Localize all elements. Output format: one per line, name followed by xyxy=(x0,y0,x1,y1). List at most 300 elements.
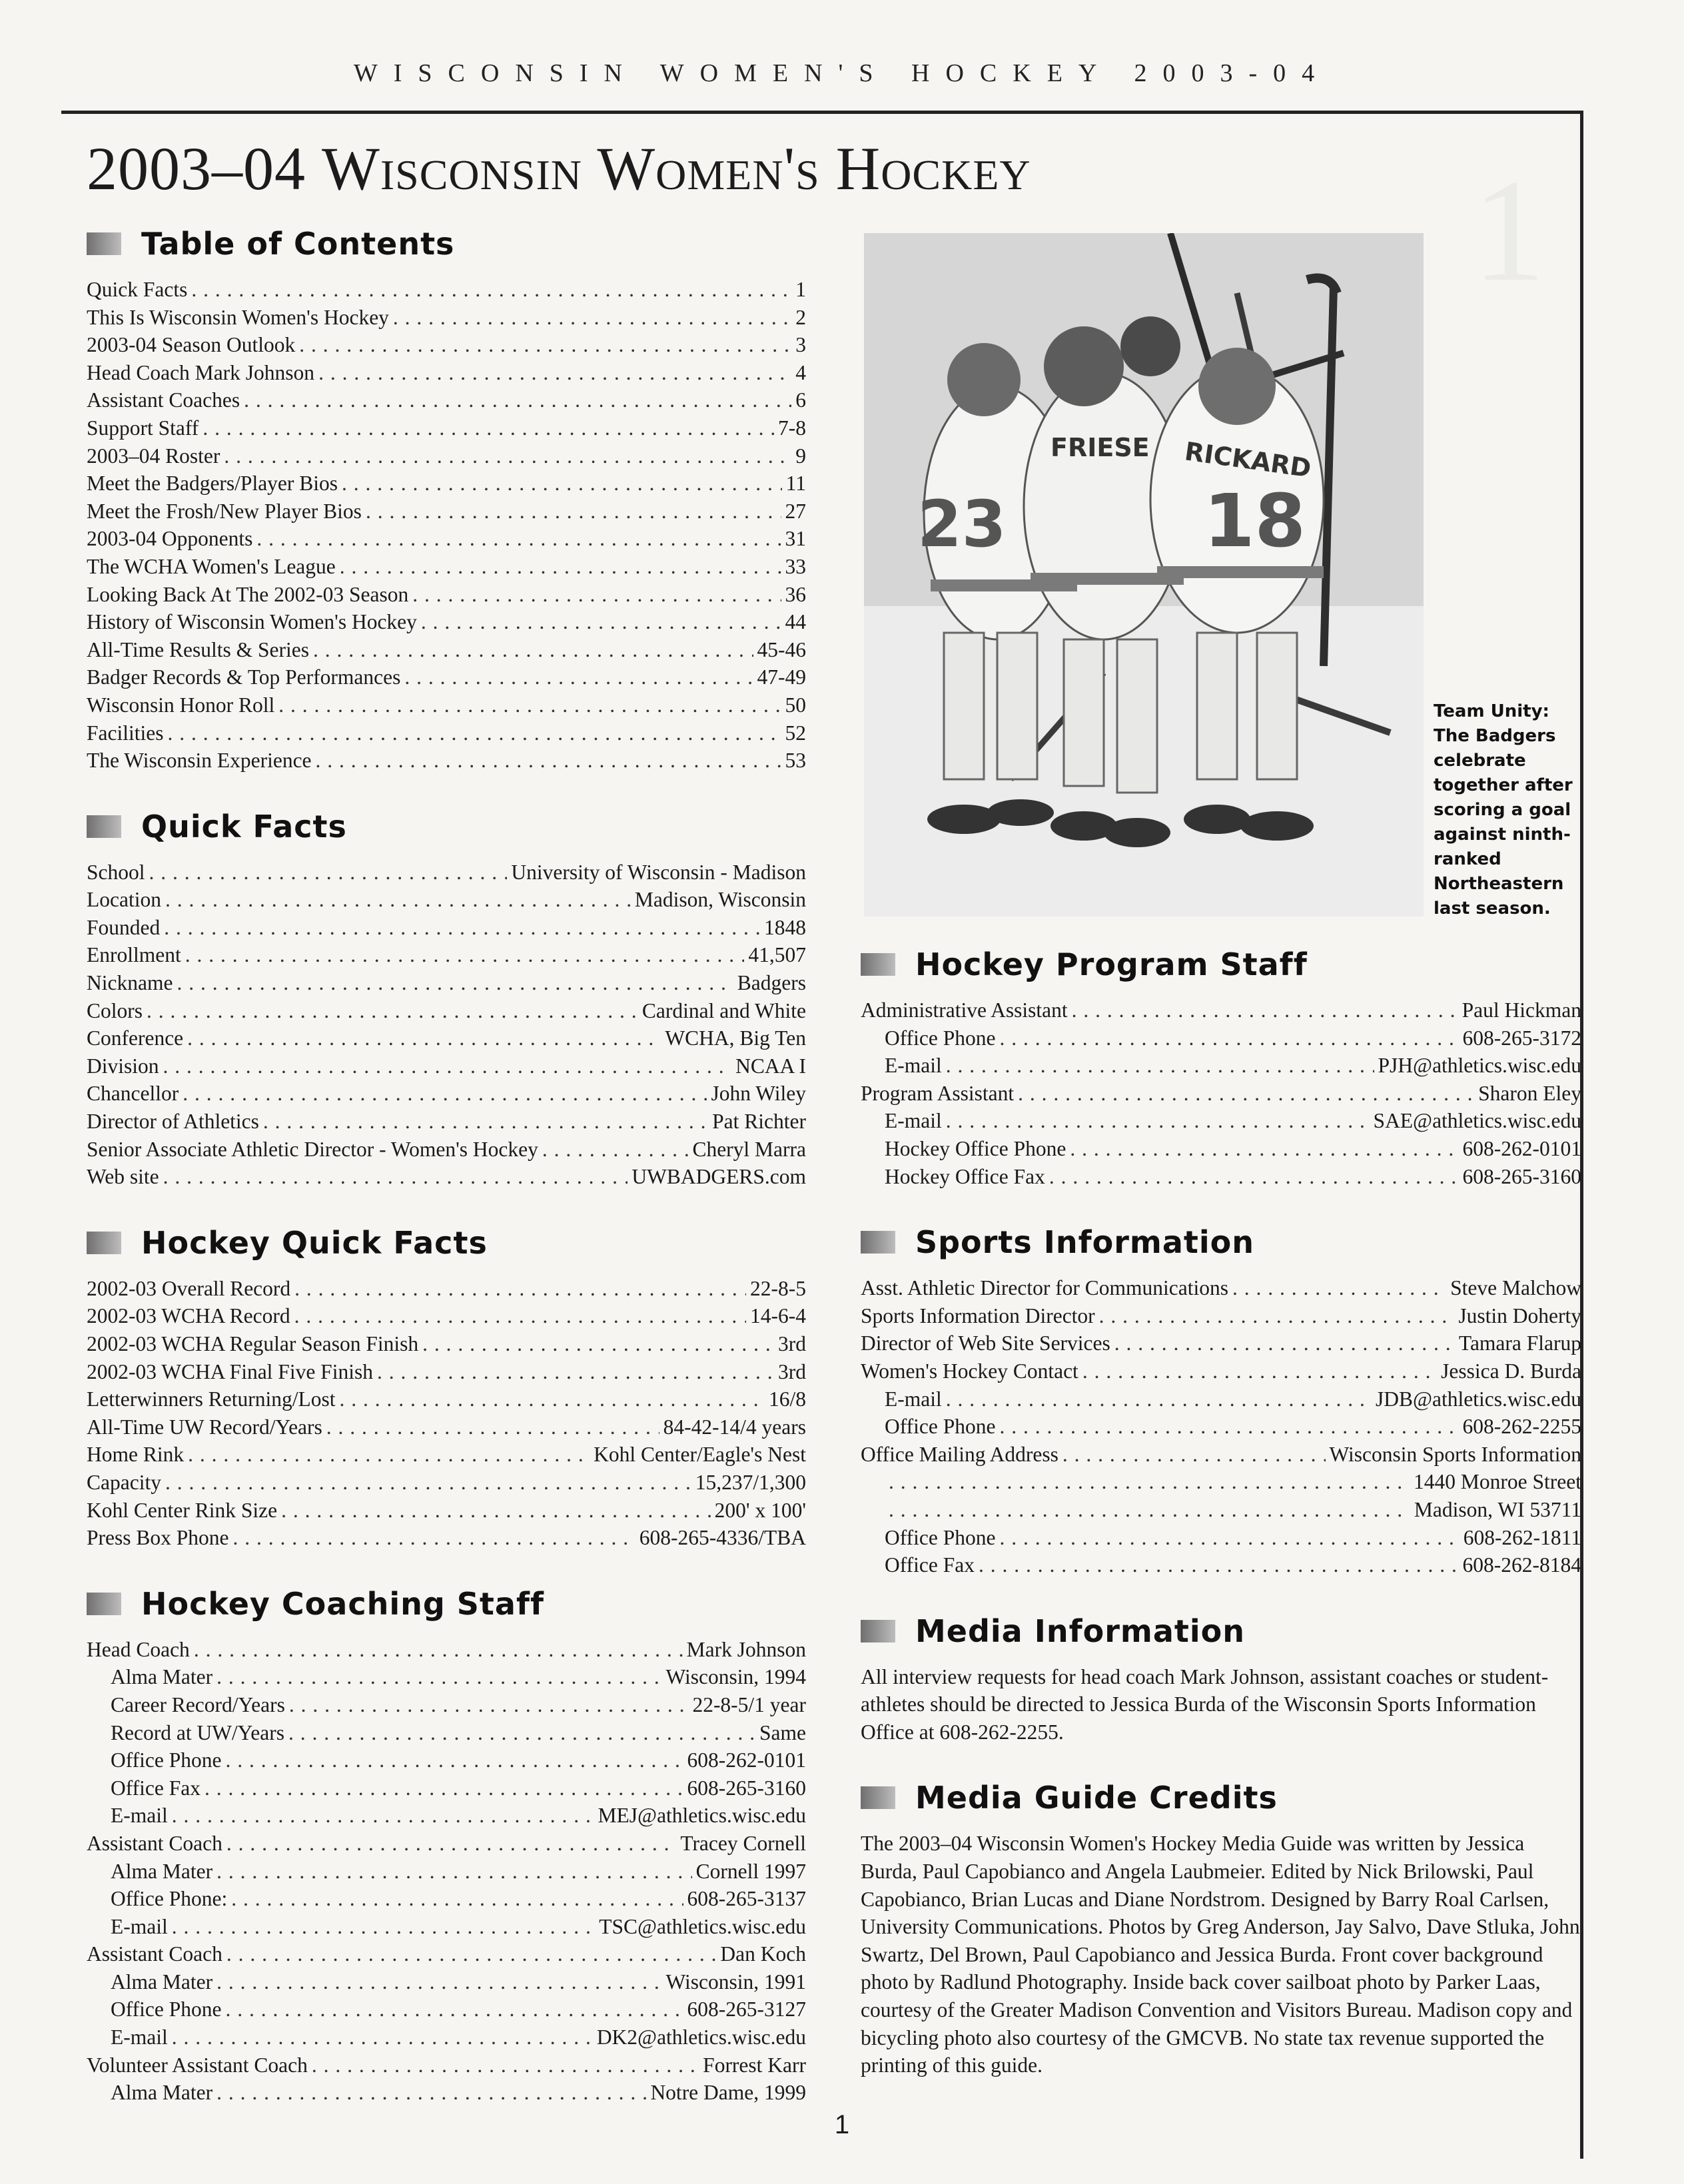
fact-label: Conference xyxy=(87,1026,184,1050)
fact-value: 608-265-3160 xyxy=(687,1776,806,1800)
fact-row xyxy=(87,969,806,997)
fact-row xyxy=(861,1441,1581,1469)
dot-leader xyxy=(412,581,781,609)
fact-value: Wisconsin, 1994 xyxy=(665,1665,806,1689)
fact-value: 1440 Monroe Street xyxy=(1414,1470,1581,1494)
fact-row xyxy=(861,1135,1581,1163)
toc-heading xyxy=(87,224,806,264)
toc-list xyxy=(87,276,806,775)
fact-row xyxy=(87,1136,806,1164)
dot-leader xyxy=(163,1052,732,1080)
quick-facts-section xyxy=(87,807,806,1191)
dot-leader xyxy=(167,719,781,747)
running-header: WISCONSIN WOMEN'S HOCKEY 2003-04 xyxy=(353,59,1331,87)
fact-value: Badgers xyxy=(737,971,806,995)
program-staff-heading xyxy=(861,944,1581,984)
dot-leader xyxy=(404,663,753,691)
fact-label: Capacity xyxy=(87,1470,161,1494)
toc-entry-label: Assistant Coaches xyxy=(87,388,240,412)
dot-leader xyxy=(226,1830,676,1858)
section-marker-icon xyxy=(87,232,121,255)
fact-value: Pat Richter xyxy=(712,1110,806,1134)
fact-value: Tracey Cornell xyxy=(680,1831,806,1855)
fact-row xyxy=(861,1107,1581,1135)
toc-entry xyxy=(87,581,806,609)
fact-value: UWBADGERS.com xyxy=(632,1165,806,1189)
fact-value: Justin Doherty xyxy=(1458,1303,1581,1327)
fact-label: School xyxy=(87,860,145,884)
jersey-number-18: 18 xyxy=(1204,478,1306,563)
toc-entry xyxy=(87,304,806,332)
photo-caption: Team Unity: The Badgers celebrate together after scoring a goal against ninth-ranked Northeastern last season. xyxy=(1434,701,1573,918)
media-guide-credits-heading-text: Media Guide Credits xyxy=(915,1780,1278,1816)
toc-entry xyxy=(87,359,806,387)
dot-leader xyxy=(393,304,791,332)
dot-leader xyxy=(312,2051,699,2079)
fact-value: 22-8-5/1 year xyxy=(692,1692,806,1716)
fact-label: Founded xyxy=(87,915,161,939)
fact-row xyxy=(87,1080,806,1108)
fact-label: Senior Associate Athletic Director - Women's Hockey xyxy=(87,1137,538,1161)
quick-facts-list xyxy=(87,859,806,1191)
fact-row xyxy=(861,996,1581,1024)
dot-leader xyxy=(946,1385,1372,1413)
toc-entry-page: 52 xyxy=(785,721,806,745)
fact-row xyxy=(87,1330,806,1358)
fact-label: Enrollment xyxy=(87,943,181,967)
page-number: 1 xyxy=(834,2110,850,2139)
fact-label: E-mail xyxy=(885,1387,942,1411)
media-guide-credits-heading xyxy=(861,1778,1581,1818)
toc-entry xyxy=(87,525,806,553)
fact-value: JDB@athletics.wisc.edu xyxy=(1376,1387,1581,1411)
dot-leader xyxy=(183,1080,707,1108)
fact-label: Alma Mater xyxy=(111,1665,213,1689)
fact-row xyxy=(861,1496,1581,1524)
dot-leader xyxy=(366,498,781,526)
section-marker-icon xyxy=(87,1593,121,1615)
fact-row xyxy=(87,1830,806,1858)
fact-label: Hockey Office Phone xyxy=(885,1136,1066,1160)
toc-entry-page: 2 xyxy=(795,305,806,329)
dot-leader xyxy=(1062,1441,1326,1469)
fact-value: 15,237/1,300 xyxy=(695,1470,806,1494)
fact-label: 2002-03 WCHA Record xyxy=(87,1304,290,1328)
fact-label: Office Phone xyxy=(885,1415,996,1439)
fact-row xyxy=(87,941,806,969)
toc-entry xyxy=(87,331,806,359)
dot-leader xyxy=(318,359,791,387)
fact-value: 14-6-4 xyxy=(750,1304,806,1328)
fact-row xyxy=(87,1302,806,1330)
toc-entry xyxy=(87,498,806,526)
fact-label: E-mail xyxy=(111,1804,168,1828)
sports-information-heading xyxy=(861,1222,1581,1262)
fact-value: SAE@athletics.wisc.edu xyxy=(1373,1109,1581,1133)
fact-value: Cornell 1997 xyxy=(695,1859,806,1883)
dot-leader xyxy=(216,1858,692,1886)
dot-leader xyxy=(185,941,745,969)
toc-entry-label: Looking Back At The 2002-03 Season xyxy=(87,582,409,606)
dot-leader xyxy=(1072,996,1458,1024)
fact-label: Assistant Coach xyxy=(87,1942,222,1966)
dot-leader xyxy=(226,1940,717,1968)
dot-leader xyxy=(233,1524,635,1552)
fact-value: 608-262-0101 xyxy=(1462,1136,1581,1160)
toc-entry-label: Meet the Frosh/New Player Bios xyxy=(87,499,362,523)
fact-row xyxy=(87,859,806,887)
fact-value: Madison, WI 53711 xyxy=(1414,1497,1581,1521)
section-marker-icon xyxy=(861,953,895,976)
toc-entry-label: 2003-04 Opponents xyxy=(87,527,253,551)
quick-facts-heading xyxy=(87,807,806,847)
dot-leader xyxy=(172,2023,593,2051)
fact-label: Web site xyxy=(87,1165,159,1189)
dot-leader xyxy=(542,1136,689,1164)
fact-label: Director of Web Site Services xyxy=(861,1331,1110,1355)
sports-information-heading-text: Sports Information xyxy=(915,1224,1254,1261)
fact-value: Paul Hickman xyxy=(1462,998,1581,1022)
team-celebration-photo xyxy=(864,233,1424,916)
dot-leader xyxy=(294,1275,746,1303)
fact-row xyxy=(87,1358,806,1386)
page-title xyxy=(87,133,1031,204)
toc-entry xyxy=(87,470,806,498)
toc-entry xyxy=(87,386,806,414)
dot-leader xyxy=(203,414,774,442)
fact-value: WCHA, Big Ten xyxy=(665,1026,806,1050)
fact-label: E-mail xyxy=(885,1109,942,1133)
fact-row xyxy=(861,1163,1581,1191)
fact-row xyxy=(861,1468,1581,1496)
fact-row xyxy=(87,1774,806,1802)
fact-row xyxy=(861,1274,1581,1302)
fact-value: DK2@athletics.wisc.edu xyxy=(596,2025,806,2049)
dot-leader xyxy=(422,1330,774,1358)
dot-leader xyxy=(1114,1329,1455,1357)
toc-entry-page: 33 xyxy=(785,554,806,578)
fact-value: 200' x 100' xyxy=(714,1498,806,1522)
fact-row xyxy=(87,1275,806,1303)
fact-row xyxy=(87,1441,806,1469)
dot-leader xyxy=(313,636,753,664)
dot-leader xyxy=(172,1802,594,1830)
fact-label: Kohl Center Rink Size xyxy=(87,1498,278,1522)
fact-row xyxy=(87,2023,806,2051)
toc-entry-label: All-Time Results & Series xyxy=(87,637,309,661)
jersey-number-23: 23 xyxy=(917,487,1007,561)
section-marker-icon xyxy=(87,815,121,838)
fact-value: TSC@athletics.wisc.edu xyxy=(599,1914,806,1938)
toc-entry xyxy=(87,276,806,304)
fact-label: Program Assistant xyxy=(861,1081,1015,1105)
fact-label: Administrative Assistant xyxy=(861,998,1068,1022)
toc-entry-page: 36 xyxy=(785,582,806,606)
toc-entry-page: 4 xyxy=(795,360,806,384)
fact-label: Assistant Coach xyxy=(87,1831,222,1855)
fact-label: All-Time UW Record/Years xyxy=(87,1415,322,1439)
jersey-name-rickard: RICKARD xyxy=(1182,436,1313,484)
fact-row xyxy=(87,1497,806,1525)
dot-leader xyxy=(191,276,791,304)
fact-row xyxy=(87,914,806,942)
toc-entry-page: 31 xyxy=(785,527,806,551)
fact-row xyxy=(87,886,806,914)
fact-row xyxy=(87,1996,806,2023)
fact-value: Notre Dame, 1999 xyxy=(650,2081,806,2105)
right-column xyxy=(861,944,1581,2111)
toc-entry-page: 44 xyxy=(785,610,806,634)
fact-value: 22-8-5 xyxy=(750,1276,806,1300)
fact-row xyxy=(861,1524,1581,1552)
fact-value: Dan Koch xyxy=(720,1942,806,1966)
dot-leader xyxy=(216,1663,661,1691)
fact-label: 2002-03 Overall Record xyxy=(87,1276,291,1300)
section-marker-icon xyxy=(87,1232,121,1254)
toc-entry xyxy=(87,663,806,691)
fact-row xyxy=(861,1551,1581,1579)
hockey-quick-facts-heading-text: Hockey Quick Facts xyxy=(141,1224,488,1261)
left-column xyxy=(87,224,806,2139)
fact-label: Career Record/Years xyxy=(111,1692,285,1716)
hockey-quick-facts-list xyxy=(87,1275,806,1552)
coaching-staff-section xyxy=(87,1584,806,2107)
fact-label: Nickname xyxy=(87,971,173,995)
dot-leader xyxy=(1000,1024,1459,1052)
dot-leader xyxy=(1049,1163,1459,1191)
fact-label: Location xyxy=(87,888,161,912)
section-marker-icon xyxy=(861,1231,895,1254)
dot-leader xyxy=(889,1496,1410,1524)
dot-leader xyxy=(342,470,782,498)
coaching-staff-heading-text: Hockey Coaching Staff xyxy=(141,1585,544,1622)
fact-label: Alma Mater xyxy=(111,1970,213,1994)
title-text: Wisconsin Women's Hockey xyxy=(322,135,1031,202)
fact-label: Home Rink xyxy=(87,1443,185,1467)
toc-entry-label: Support Staff xyxy=(87,416,199,440)
toc-entry-page: 3 xyxy=(795,333,806,357)
fact-label: Volunteer Assistant Coach xyxy=(87,2053,308,2077)
toc-entry-page: 53 xyxy=(785,749,806,773)
fact-row xyxy=(861,1080,1581,1108)
fact-row xyxy=(87,1163,806,1191)
dot-leader xyxy=(1000,1524,1460,1552)
fact-row xyxy=(861,1413,1581,1441)
fact-label: Office Phone xyxy=(885,1026,996,1050)
dot-leader xyxy=(326,1413,659,1441)
dot-leader xyxy=(164,914,760,942)
toc-entry-page: 7-8 xyxy=(778,416,806,440)
fact-label: Office Phone: xyxy=(111,1887,228,1911)
media-guide-credits-section xyxy=(861,1778,1581,2079)
dot-leader xyxy=(172,1913,596,1941)
dot-leader xyxy=(244,386,791,414)
fact-value: Wisconsin, 1991 xyxy=(665,1970,806,1994)
dot-leader xyxy=(316,747,781,775)
fact-value: NCAA I xyxy=(735,1054,806,1078)
toc-entry-page: 45-46 xyxy=(757,637,806,661)
toc-section xyxy=(87,224,806,775)
toc-entry-label: Head Coach Mark Johnson xyxy=(87,360,315,384)
fact-value: 84-42-14/4 years xyxy=(663,1415,806,1439)
dot-leader xyxy=(1070,1135,1458,1163)
fact-row xyxy=(87,1913,806,1941)
toc-entry-label: 2003–04 Roster xyxy=(87,444,220,468)
fact-value: Steve Malchow xyxy=(1450,1276,1581,1300)
toc-entry xyxy=(87,608,806,636)
fact-label: Alma Mater xyxy=(111,1859,213,1883)
fact-row xyxy=(87,1052,806,1080)
toc-heading-text: Table of Contents xyxy=(141,226,455,262)
fact-value: 608-262-2255 xyxy=(1462,1415,1581,1439)
dot-leader xyxy=(205,1774,683,1802)
program-staff-list xyxy=(861,996,1581,1190)
fact-value: Wisconsin Sports Information xyxy=(1329,1442,1581,1466)
fact-label: Office Phone xyxy=(111,1998,222,2021)
media-information-heading xyxy=(861,1611,1581,1651)
fact-label: Office Phone xyxy=(111,1748,222,1772)
fact-row xyxy=(87,1524,806,1552)
dot-leader xyxy=(340,1385,765,1413)
dot-leader xyxy=(946,1052,1374,1080)
fact-value: Mark Johnson xyxy=(686,1637,806,1661)
fact-value: Madison, Wisconsin xyxy=(634,888,806,912)
fact-row xyxy=(87,1858,806,1886)
toc-entry xyxy=(87,442,806,470)
dot-leader xyxy=(165,886,631,914)
fact-label: Office Fax xyxy=(885,1553,975,1577)
fact-value: 608-262-1811 xyxy=(1463,1525,1581,1549)
toc-entry xyxy=(87,553,806,581)
toc-entry-label: Meet the Badgers/Player Bios xyxy=(87,472,338,496)
fact-row xyxy=(87,1885,806,1913)
dot-leader xyxy=(340,553,781,581)
fact-value: 608-262-8184 xyxy=(1462,1553,1581,1577)
fact-value: Kohl Center/Eagle's Nest xyxy=(594,1443,806,1467)
fact-label: Alma Mater xyxy=(111,2081,213,2105)
fact-label: Division xyxy=(87,1054,159,1078)
section-marker-icon xyxy=(861,1786,895,1809)
fact-label: E-mail xyxy=(111,2025,168,2049)
toc-entry xyxy=(87,747,806,775)
fact-label: Press Box Phone xyxy=(87,1526,229,1550)
fact-row xyxy=(861,1385,1581,1413)
fact-value: Cardinal and White xyxy=(641,998,806,1022)
fact-value: 16/8 xyxy=(768,1387,806,1411)
dot-leader xyxy=(177,969,733,997)
fact-row xyxy=(87,1636,806,1664)
fact-value: 608-262-0101 xyxy=(687,1748,806,1772)
toc-entry xyxy=(87,636,806,664)
toc-entry-page: 9 xyxy=(795,444,806,468)
fact-label: Office Phone xyxy=(885,1525,996,1549)
toc-entry-page: 1 xyxy=(795,278,806,301)
fact-label: Record at UW/Years xyxy=(111,1720,284,1744)
fact-row xyxy=(87,2079,806,2107)
dot-leader xyxy=(278,691,781,719)
toc-entry-label: History of Wisconsin Women's Hockey xyxy=(87,610,417,634)
dot-leader xyxy=(1099,1302,1455,1330)
background-watermark: 1 xyxy=(1472,149,1545,312)
fact-row xyxy=(861,1302,1581,1330)
hockey-quick-facts-section xyxy=(87,1223,806,1552)
toc-entry-page: 50 xyxy=(785,693,806,717)
dot-leader xyxy=(263,1108,708,1136)
dot-leader xyxy=(281,1497,711,1525)
fact-row xyxy=(87,1719,806,1747)
quick-facts-heading-text: Quick Facts xyxy=(141,808,347,845)
fact-value: MEJ@athletics.wisc.edu xyxy=(598,1804,806,1828)
fact-value: Jessica D. Burda xyxy=(1441,1359,1581,1383)
toc-entry-label: Quick Facts xyxy=(87,278,188,301)
toc-entry-page: 11 xyxy=(785,472,806,496)
fact-row xyxy=(861,1357,1581,1385)
fact-value: Cheryl Marra xyxy=(692,1137,806,1161)
toc-entry xyxy=(87,691,806,719)
fact-label: E-mail xyxy=(885,1054,942,1078)
fact-value: 1848 xyxy=(764,915,806,939)
fact-value: Forrest Karr xyxy=(703,2053,806,2077)
dot-leader xyxy=(299,331,791,359)
fact-row xyxy=(861,1329,1581,1357)
media-information-text: All interview requests for head coach Mark Johnson, assistant coaches or student-athletes should be directed to Jessica Burda of the Wisconsin Sports Information Office at 608-262-2255. xyxy=(861,1664,1549,1744)
fact-value: Tamara Flarup xyxy=(1458,1331,1581,1355)
dot-leader xyxy=(421,608,781,636)
toc-entry-label: Wisconsin Honor Roll xyxy=(87,693,275,717)
fact-row xyxy=(87,1968,806,1996)
fact-value: 3rd xyxy=(778,1359,806,1383)
fact-value: 41,507 xyxy=(748,943,806,967)
dot-leader xyxy=(188,1441,590,1469)
toc-entry xyxy=(87,719,806,747)
fact-row xyxy=(87,1413,806,1441)
dot-leader xyxy=(224,442,791,470)
fact-value: PJH@athletics.wisc.edu xyxy=(1378,1054,1581,1078)
toc-entry-label: Badger Records & Top Performances xyxy=(87,665,401,689)
dot-leader xyxy=(256,525,781,553)
fact-row xyxy=(87,1691,806,1719)
fact-value: 608-265-3127 xyxy=(687,1998,806,2021)
dot-leader xyxy=(946,1107,1370,1135)
dot-leader xyxy=(147,997,638,1025)
dot-leader xyxy=(149,859,508,887)
fact-row xyxy=(861,1052,1581,1080)
fact-label: Women's Hockey Contact xyxy=(861,1359,1078,1383)
fact-label: Head Coach xyxy=(87,1637,190,1661)
fact-row xyxy=(87,1469,806,1497)
media-guide-credits-text: The 2003–04 Wisconsin Women's Hockey Media Guide was written by Jessica Burda, Paul Capobianco and Angela Laubmeier. Edited by Nick Brilowski, Paul Capobianco, Brian Lucas and Diane Nordstrom. Designed by Barry Roal Carlsen, University Communications. Photos by Greg Anderson, Jay Salvo, Dave Stluka, John Swartz, Del Brown, Paul Capobianco and Jessica Burda. Front cover background photo by Radlund Photography. Inside back cover sailboat photo by Parker Laas, courtesy of the Greater Madison Convention and Visitors Bureau. Madison copy and bicycling photo also courtesy of the GMCVB. No state tax revenue supported the printing of this guide. xyxy=(861,1832,1580,2077)
fact-value: 3rd xyxy=(778,1332,806,1355)
dot-leader xyxy=(163,1163,628,1191)
fact-row xyxy=(87,1108,806,1136)
jersey-name-friese: FRIESE xyxy=(1051,433,1150,462)
fact-value: 608-265-3172 xyxy=(1462,1026,1581,1050)
fact-label: Office Fax xyxy=(111,1776,201,1800)
dot-leader xyxy=(1082,1357,1437,1385)
toc-entry-label: 2003-04 Season Outlook xyxy=(87,333,296,357)
fact-label: Chancellor xyxy=(87,1082,179,1106)
fact-value: University of Wisconsin - Madison xyxy=(511,860,806,884)
dot-leader xyxy=(194,1636,683,1664)
hockey-quick-facts-heading xyxy=(87,1223,806,1263)
fact-label: 2002-03 WCHA Regular Season Finish xyxy=(87,1332,419,1355)
dot-leader xyxy=(294,1302,746,1330)
fact-label: Colors xyxy=(87,998,143,1022)
team-photo-illustration xyxy=(864,233,1424,916)
dot-leader xyxy=(226,1996,683,2023)
fact-label: E-mail xyxy=(111,1914,168,1938)
dot-leader xyxy=(231,1885,683,1913)
